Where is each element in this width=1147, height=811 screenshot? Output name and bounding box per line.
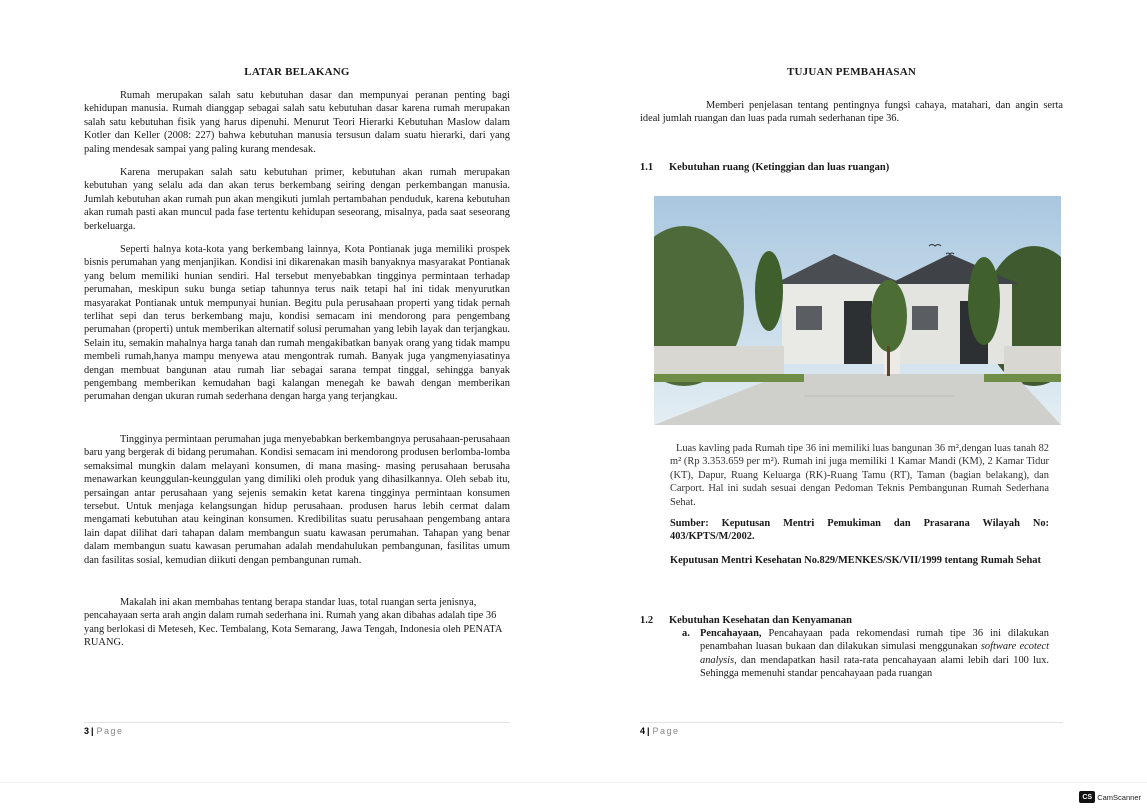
list-item-text-2: , dan mendapatkan hasil rata-rata pencahayaan alami lebih dari 100 lux. Sehingga memenuhi standar pencahayaan pada ruangan — [700, 654, 1049, 680]
footer-label: Page — [96, 726, 124, 736]
section-1-title — [640, 162, 889, 173]
camscanner-logo-icon: CS — [1079, 791, 1095, 803]
footer-separator: | — [647, 726, 650, 736]
right-page — [640, 0, 1063, 811]
section-1-label: Kebutuhan ruang (Ketinggian dan luas ruangan) — [669, 162, 890, 173]
paragraph-5: Makalah ini akan membahas tentang berapa standar luas, total ruangan serta jenisnya, pencahayaan serta arah angin dalam rumah sederhana ini. Rumah yang akan dibahas adalah tipe 36 yang berlokasi di Meteseh, Kec. Tembalang, Kota Semarang, Jawa Tengah, Indonesia oleh PENATA RUANG. — [84, 597, 502, 649]
list-item-term: Pencahayaan, — [700, 628, 762, 639]
list-marker: a. — [682, 628, 690, 639]
camscanner-watermark — [1079, 791, 1141, 803]
footer-label: Page — [652, 726, 680, 736]
source-note-1: Sumber: Keputusan Mentri Pemukiman dan Prasarana Wilayah No: 403/KPTS/M/2002. — [670, 518, 1049, 543]
camscanner-label: CamScanner — [1097, 792, 1141, 802]
list-item-italic: software ecotect analysis — [700, 641, 1049, 666]
page-number: 4 — [640, 726, 646, 736]
list-item-pencahayaan — [682, 627, 1049, 681]
scan-bottom-edge — [0, 782, 1147, 783]
paragraph-2: Karena merupakan salah satu kebutuhan primer, kebutuhan akan rumah merupakan kebutuhan yang selalu ada dan akan terus berkembang seiring dengan perkembangan manusia. Jumlah kebutuhan akan rumah pun akan mengikuti jumlah pertambahan penduduk, karena kebutuhan akan rumah pasti akan muncul pada fase tertentu kehidupan seseorang, misalnya, pada saat seseorang berkeluarga. — [84, 167, 510, 232]
page-footer — [84, 726, 124, 736]
footer-divider — [84, 722, 510, 723]
house-photo — [654, 196, 1061, 425]
list-item-text-1: Pencahayaan pada rekomendasi rumah tipe 36 ini dilakukan penambahan luasan bukaan dan dilakukan simulasi menggunakan — [700, 628, 1049, 653]
page-number: 3 — [84, 726, 90, 736]
paragraph-4: Tingginya permintaan perumahan juga menyebabkan berkembangnya perusahaan-perusahaan baru yang bergerak di bidang perumahan. Kondisi semacam ini mendorong produsen berlomba-lomba semaksimal mungkin dalam melayani konsumen, di mana masing- masing perusahaan berusaha menawarkan keunggulan-keunggulan yang dimiliki oleh produk yang dihasilkannya. Oleh sebab itu, persaingan antar perusahaan yang sejenis semakin ketat karena tingginya permintaan konsumen tersebut. Untuk menjaga kelangsungan hidup perusahaan. produsen harus lebih cermat dalam mengamati kebutuhan atau keinginan konsumen. Kredibilitas suatu perusahaan pengembang antara lain dapat dilihat dari tahapan dalam membangun suatu kawasan perumahan. Tahapan yang benar dalam membangun suatu kawasan perumahan adalah mendahulukan pembangunan, fasilitas umum dan fasilitas sosial, kemudian diikuti dengan pembangunan rumah. — [84, 434, 510, 566]
paragraph-3: Seperti halnya kota-kota yang berkembang lainnya, Kota Pontianak juga memiliki prospek bisnis perumahan yang menjanjikan. Kondisi ini dikarenakan masih banyaknya masyarakat Pontianak yang belum memiliki hunian sendiri. Hal tersebut menyebabkan tingginya permintaan terhadap perumahan, meskipun suku bunga setiap tahunnya terus naik tetapi hal ini tidak menyurutkan masyarakat Pontianak untuk mempunyai hunian. Begitu pula perusahaan properti yang tidak pernah terlihat sepi dan terus berkembang maju, kondisi semacam ini mendorong para pengembang perumahan (properti) untuk memberikan alternatif solusi perumahan yang lebih layak dan terjangkau. Selain itu, semakin mahalnya harga tanah dan rumah mengakibatkan banyak orang yang tidak mampu membeli rumah,hanya mampu menyewa atau mengontrak rumah. Banyak juga yangmenyiasatinya dengan membuat bangunan atau rumah liar sebagai sarana tempat tinggal, sehingga banyak pengembang memberikan kemudahan bagi kalangan menegah ke bawah dengan memberikan perumahan dengan ukuran rumah sederhana dengan harga yang terjangkau. — [84, 244, 510, 403]
right-heading: TUJUAN PEMBAHASAN — [787, 66, 916, 78]
list-item-body — [682, 627, 1049, 681]
page-footer — [640, 726, 680, 736]
section-1-number: 1.1 — [640, 162, 654, 173]
section-2-label: Kebutuhan Kesehatan dan Kenyamanan — [669, 615, 852, 626]
left-heading: LATAR BELAKANG — [244, 66, 350, 78]
section-2-number: 1.2 — [640, 615, 654, 626]
footer-divider — [640, 722, 1063, 723]
section-2-title — [640, 615, 852, 626]
source-note-2: Keputusan Mentri Kesehatan No.829/MENKES/SK/VII/1999 tentang Rumah Sehat — [670, 555, 1041, 566]
paragraph-1: Rumah merupakan salah satu kebutuhan dasar dan mempunyai peranan penting bagi kehidupan manusia. Rumah dianggap sebagai salah satu kebutuhan dasar karena rumah merupakan salah satu kebutuhan fisik yang harus dipenuhi. Menurut Teori Hierarki Kebutuhan Maslow dalam Kotler dan Keller (2008: 227) bahwa kebutuhan manusia tersusun dalam suatu hierarki, dari yang paling mendesak sampai yang paling kurang mendesak. — [84, 90, 510, 155]
section-1-description: Luas kavling pada Rumah tipe 36 ini memiliki luas bangunan 36 m²,dengan luas tanah 82 m² (Rp 3.353.659 per m²). Rumah ini juga memiliki 1 Kamar Mandi (KM), 2 Kamar Tidur (KT), Dapur, Ruang Keluarga (RK)-Ruang Tamu (RT), Taman (bagian belakang), dan Carport. Hal ini sudah sesuai dengan Pedoman Teknis Pembangunan Rumah Sederhana Sehat. — [670, 443, 1049, 508]
left-page — [84, 0, 510, 811]
intro-paragraph: Memberi penjelasan tentang pentingnya fungsi cahaya, matahari, dan angin serta ideal jumlah ruangan dan luas pada rumah sederhanan tipe 36. — [640, 100, 1063, 125]
footer-separator: | — [91, 726, 94, 736]
